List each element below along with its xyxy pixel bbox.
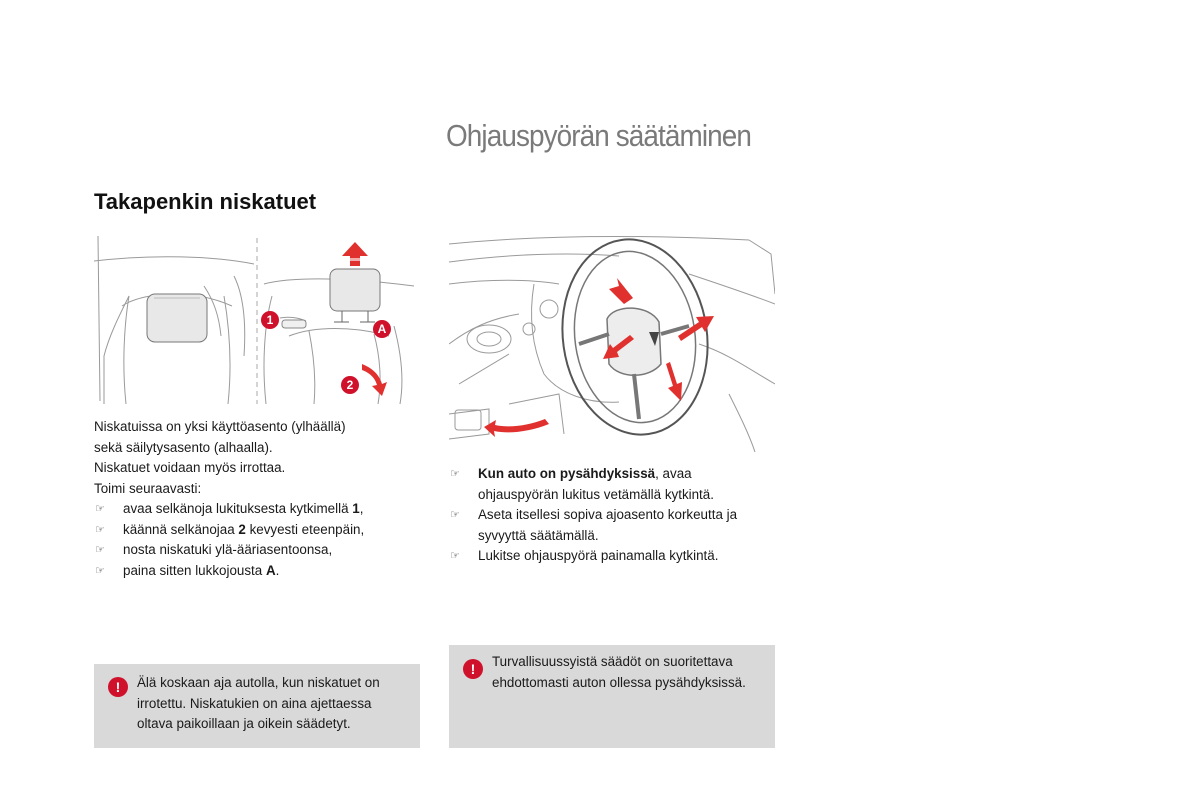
headrest-instructions <box>94 417 420 581</box>
hand-pointer-icon: ☞ <box>450 509 460 521</box>
headrest-illustration <box>94 236 420 406</box>
intro-line: Niskatuet voidaan myös irrottaa. <box>94 460 286 475</box>
warning-box-steering <box>449 645 775 748</box>
intro-line: Niskatuissa on yksi käyttöasento (ylhäällä) <box>94 419 346 434</box>
hand-pointer-icon: ☞ <box>95 544 105 556</box>
hand-pointer-icon: ☞ <box>95 564 105 577</box>
intro-line: sekä säilytysasento (alhaalla). <box>94 439 273 455</box>
list-item: ☞ Lukitse ohjauspyörä painamalla kytkintä. <box>449 546 775 567</box>
list-item: ☞ Aseta itsellesi sopiva ajoasento korkeutta ja syvyyttä säätämällä. <box>450 507 738 543</box>
list-item: ☞ nosta niskatuki ylä-ääriasentoonsa, <box>94 540 420 561</box>
figure-label-2: 2 <box>346 378 354 392</box>
warning-box-headrest <box>94 664 420 748</box>
list-item: ☞ avaa selkänoja lukituksesta kytkimellä 1, <box>94 499 420 520</box>
page-title: Ohjauspyörän säätäminen <box>446 118 752 153</box>
list-item: ☞ paina sitten lukkojousta A. <box>94 561 420 582</box>
exclamation-icon: ! <box>108 677 128 697</box>
warning-text: Turvallisuussyistä säädöt on suoritettava ehdottomasti auton ollessa pysähdyksissä. <box>492 654 746 690</box>
section-heading: Takapenkin niskatuet <box>94 189 317 214</box>
exclamation-icon: ! <box>463 659 483 679</box>
headrest-steps-list <box>94 499 420 581</box>
hand-pointer-icon: ☞ <box>450 550 460 562</box>
steering-steps-list <box>449 464 775 567</box>
warning-text: Älä koskaan aja autolla, kun niskatuet on irrotettu. Niskatukien on aina ajettaessa oltava paikoillaan ja oikein säädetyt. <box>137 675 380 731</box>
list-item: ☞ käännä selkänojaa 2 kevyesti eteenpäin, <box>94 520 420 541</box>
hand-pointer-icon: ☞ <box>95 523 105 536</box>
hand-pointer-icon: ☞ <box>95 503 105 515</box>
intro-line: Toimi seuraavasti: <box>94 480 202 496</box>
hand-pointer-icon: ☞ <box>450 468 460 480</box>
figure-label-a: A <box>377 322 387 336</box>
steering-instructions <box>449 464 775 567</box>
steering-wheel-illustration <box>449 234 775 452</box>
figure-label-1: 1 <box>266 313 274 327</box>
list-item: ☞ Kun auto on pysähdyksissä, avaa ohjauspyörän lukitus vetämällä kytkintä. <box>450 466 714 502</box>
